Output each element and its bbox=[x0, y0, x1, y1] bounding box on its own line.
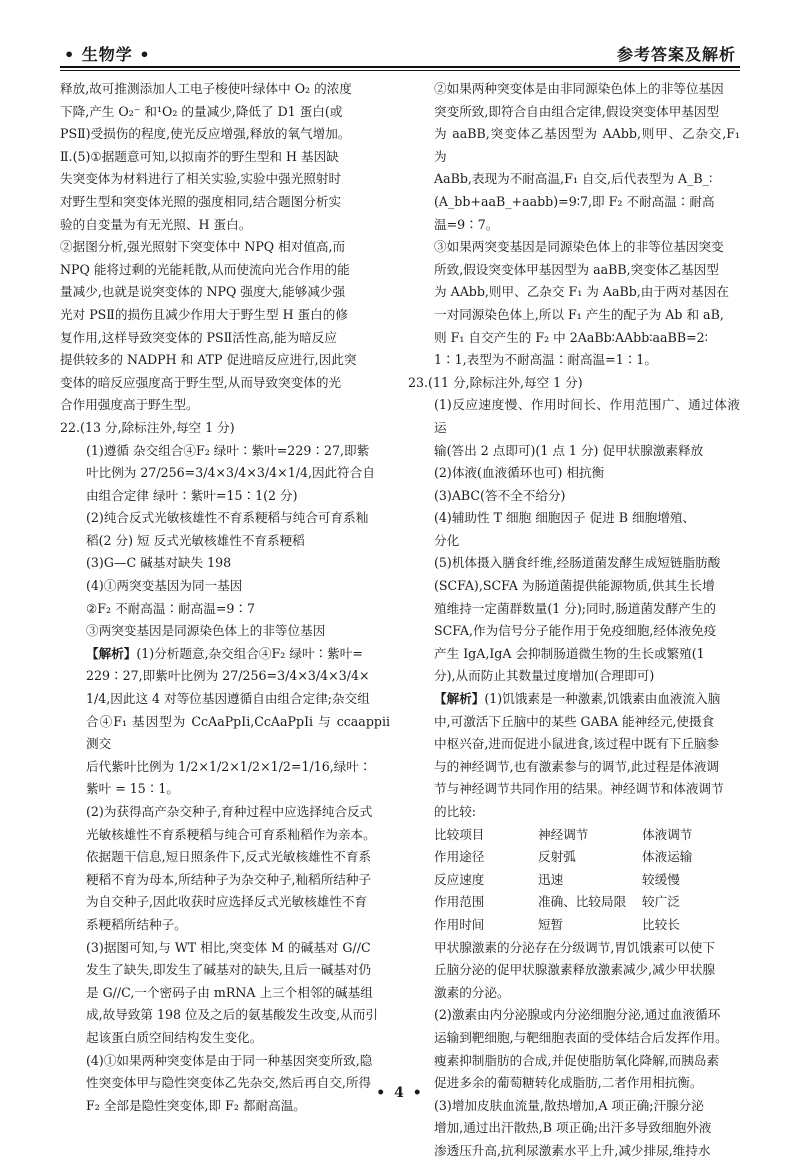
table-cell: 体液运输 bbox=[642, 849, 693, 865]
analysis-line: 的比较: bbox=[434, 804, 477, 819]
analysis-line: 紫叶 = 15∶1。 bbox=[86, 781, 179, 797]
table-cell: 较广泛 bbox=[642, 894, 680, 910]
answer-line: (2)体液(血液循环也可) 相抗衡 bbox=[434, 465, 605, 481]
table-cell: 反射弧 bbox=[538, 849, 576, 865]
answer-line: (1)遵循 杂交组合④F₂ 绿叶∶紫叶=229∶27,即紫 bbox=[86, 442, 370, 458]
text-line: 下降,产生 O₂⁻ 和¹O₂ 的量减少,降低了 D1 蛋白(或 bbox=[60, 103, 343, 119]
analysis-line: 瘦素抑制脂肪的合成,并促使脂肪氧化降解,而胰岛素 bbox=[434, 1052, 720, 1068]
analysis-line: 运输到靶细胞,与靶细胞表面的受体结合后发挥作用。 bbox=[434, 1029, 728, 1045]
analysis-line: 为自交种子,因此收获时应选择反式光敏核雄性不育 bbox=[86, 894, 368, 910]
analysis-line: 是 G//C,一个密码子由 mRNA 上三个相邻的碱基组 bbox=[86, 984, 373, 1000]
table-row bbox=[434, 914, 734, 937]
analysis-text: (1)分析题意,杂交组合④F₂ 绿叶∶紫叶= bbox=[136, 645, 363, 661]
left-column bbox=[60, 78, 390, 1117]
text-line: 为 AAbb,则甲、乙杂交 F₁ 为 AaBb,由于两对基因在 bbox=[434, 284, 729, 300]
analysis-line: (2)激素由内分泌腺或内分泌细胞分泌,通过血液循环 bbox=[434, 1007, 721, 1023]
text-line: 光对 PSⅡ的损伤且减少作用大于野生型 H 蛋白的修 bbox=[60, 306, 348, 322]
table-cell: 神经调节 bbox=[538, 826, 589, 842]
text-line: 复作用,这样导致突变体的 PSⅡ活性高,能为暗反应 bbox=[60, 329, 337, 345]
analysis-line: (2)为获得高产杂交种子,育种过程中应选择纯合反式 bbox=[86, 804, 373, 819]
table-cell: 作用途径 bbox=[434, 849, 485, 865]
question-23-analysis-continued bbox=[408, 937, 740, 1163]
answer-line: (SCFA),SCFA 为肠道菌提供能源物质,供其生长增 bbox=[434, 578, 715, 594]
analysis-line: F₂ 全部是隐性突变体,即 F₂ 都耐高温。 bbox=[86, 1097, 306, 1113]
answer-line: 分),从而防止其数量过度增加(合理即可) bbox=[434, 668, 655, 684]
analysis-line: 1/4,因此这 4 对等位基因遵循自由组合定律;杂交组 bbox=[86, 691, 370, 707]
answer-line: 稻(2 分) 短 反式光敏核雄性不育系粳稻 bbox=[86, 532, 305, 548]
answer-line: (4)①两突变基因为同一基因 bbox=[86, 578, 243, 594]
text-line: 变体的暗反应强度高于野生型,从而导致突变体的光 bbox=[60, 374, 342, 390]
analysis-line: (3)据图可知,与 WT 相比,突变体 M 的碱基对 G//C bbox=[86, 939, 371, 955]
analysis-line: 229∶27,即紫叶比例为 27/256=3/4×3/4×3/4× bbox=[86, 668, 370, 684]
text-line: 温=9∶7。 bbox=[434, 216, 499, 232]
text-line: 验的自变量为有无光照、H 蛋白。 bbox=[60, 216, 252, 232]
table-cell: 体液调节 bbox=[642, 826, 693, 842]
table-row bbox=[434, 869, 734, 892]
text-line: ②如果两种突变体是由非同源染色体上的非等位基因 bbox=[434, 81, 724, 96]
text-line: 提供较多的 NADPH 和 ATP 促进暗反应进行,因此突 bbox=[60, 352, 357, 368]
answer-line: (4)辅助性 T 细胞 细胞因子 促进 B 细胞增殖、 bbox=[434, 510, 696, 526]
table-cell: 反应速度 bbox=[434, 871, 485, 887]
right-column bbox=[408, 78, 740, 1163]
table-cell: 作用范围 bbox=[434, 894, 485, 910]
text-line: 对野生型和突变体光照的强度相同,结合题图分析实 bbox=[60, 193, 342, 209]
answer-line: 产生 IgA,IgA 会抑制肠道微生物的生长或繁殖(1 bbox=[434, 645, 705, 661]
analysis-label: 【解析】 bbox=[434, 691, 485, 707]
answer-line: (2)纯合反式光敏核雄性不育系粳稻与纯合可育系籼 bbox=[86, 510, 369, 526]
text-line: PSⅡ)受损伤的程度,使光反应增强,释放的氧气增加。 bbox=[60, 126, 351, 142]
table-cell: 比较长 bbox=[642, 916, 680, 932]
header-rule-thick bbox=[60, 66, 740, 68]
table-cell: 短暂 bbox=[538, 916, 564, 932]
text-line: 为 aaBB,突变体乙基因型为 AAbb,则甲、乙杂交,F₁ 为 bbox=[434, 126, 740, 164]
text-line: ②据图分析,强光照射下突变体中 NPQ 相对值高,而 bbox=[60, 239, 346, 255]
analysis-line: 节与神经调节共同作用的结果。神经调节和体液调节 bbox=[434, 781, 724, 797]
analysis-label: 【解析】 bbox=[86, 645, 137, 661]
analysis-line: 渗透压升高,抗利尿激素水平上升,减少排尿,维持水 bbox=[434, 1142, 711, 1158]
analysis-line: 依据题干信息,短日照条件下,反式光敏核雄性不育系 bbox=[86, 849, 372, 865]
text-line: ③如果两突变基因是同源染色体上的非等位基因突变 bbox=[434, 239, 724, 255]
text-line: Ⅱ.(5)①据题意可知,以拟南芥的野生型和 H 基因缺 bbox=[60, 148, 339, 164]
text-line: 所致,假设突变体甲基因型为 aaBB,突变体乙基因型 bbox=[434, 261, 719, 277]
analysis-line: 系粳稻所结种子。 bbox=[86, 916, 187, 932]
analysis-line: 后代紫叶比例为 1/2×1/2×1/2×1/2=1/16,绿叶∶ bbox=[86, 758, 372, 774]
analysis-line: (3)增加皮肤血流量,散热增加,A 项正确;汗腺分泌 bbox=[434, 1097, 704, 1113]
answer-line: (5)机体摄入膳食纤维,经肠道菌发酵生成短链脂肪酸 bbox=[434, 555, 721, 571]
analysis-line: 丘脑分泌的促甲状腺激素释放激素减少,减少甲状腺 bbox=[434, 962, 716, 978]
header-rule-thin bbox=[60, 70, 740, 71]
analysis-line: 中枢兴奋,进而促进小鼠进食,该过程中既有下丘脑参 bbox=[434, 736, 720, 752]
answer-line: (3)G—C 碱基对缺失 198 bbox=[86, 555, 232, 571]
page-number: • 4 • bbox=[376, 1085, 424, 1101]
subject-title: • 生物学 • bbox=[64, 45, 151, 64]
answer-line: 殖维持一定菌群数量(1 分);同时,肠道菌发酵产生的 bbox=[434, 600, 716, 616]
table-cell: 作用时间 bbox=[434, 916, 485, 932]
table-cell: 准确、比较局限 bbox=[538, 894, 627, 910]
analysis-line: 发生了缺失,即发生了碱基对的缺失,且后一碱基对仍 bbox=[86, 962, 372, 978]
page-header bbox=[60, 38, 740, 66]
table-cell: 比较项目 bbox=[434, 826, 485, 842]
text-line: (A_bb+aaB_+aabb)=9∶7,即 F₂ 不耐高温∶耐高 bbox=[434, 193, 715, 209]
analysis-line: 粳稻不育为母本,所结种子为杂交种子,籼稻所结种子 bbox=[86, 871, 372, 887]
text-line: NPQ 能将过剩的光能耗散,从而使流向光合作用的能 bbox=[60, 261, 350, 277]
answer-line: ③两突变基因是同源染色体上的非等位基因 bbox=[86, 623, 326, 639]
analysis-line bbox=[86, 643, 390, 666]
analysis-text: (1)饥饿素是一种激素,饥饿素由血液流入脑 bbox=[484, 691, 721, 707]
analysis-line: 起该蛋白质空间结构发生变化。 bbox=[86, 1029, 263, 1045]
analysis-line: 增加,通过出汗散热,B 项正确;出汗多导致细胞外液 bbox=[434, 1120, 712, 1136]
answer-line: SCFA,作为信号分子能作用于免疫细胞,经体液免疫 bbox=[434, 623, 717, 639]
analysis-line: 甲状腺激素的分泌存在分级调节,胃饥饿素可以使下 bbox=[434, 939, 716, 955]
analysis-line: 中,可激活下丘脑中的某些 GABA 能神经元,使摄食 bbox=[434, 713, 715, 729]
text-line: 量减少,也就是说突变体的 NPQ 强度大,能够减少强 bbox=[60, 284, 346, 300]
analysis-line bbox=[434, 688, 740, 711]
analysis-line: 激素的分泌。 bbox=[434, 984, 510, 1000]
analysis-line: (4)①如果两种突变体是由于同一种基因突变所致,隐 bbox=[86, 1052, 373, 1068]
text-line: 失突变体为材料进行了相关实验,实验中强光照射时 bbox=[60, 171, 342, 187]
answer-line: 分化 bbox=[434, 532, 460, 548]
answer-line: 输(答出 2 点即可)(1 点 1 分) 促甲状腺激素释放 bbox=[434, 442, 704, 458]
text-line: 释放,故可推测添加人工电子梭使叶绿体中 O₂ 的浓度 bbox=[60, 81, 352, 96]
analysis-line: 性突变体甲与隐性突变体乙先杂交,然后再自交,所得 bbox=[86, 1075, 372, 1091]
analysis-line: 与的神经调节,也有激素参与的调节,此过程是体液调 bbox=[434, 758, 720, 774]
answer-line: 叶比例为 27/256=3/4×3/4×3/4×1/4,因此符合自 bbox=[86, 465, 375, 481]
answer-line: (1)反应速度慢、作用时间长、作用范围广、通过体液运 bbox=[434, 397, 740, 435]
question-22-heading: 22.(13 分,除标注外,每空 1 分) bbox=[60, 419, 235, 435]
text-line: 突变所致,即符合自由组合定律,假设突变体甲基因型 bbox=[434, 103, 720, 119]
table-cell: 较缓慢 bbox=[642, 871, 680, 887]
text-line: 1∶1,表型为不耐高温∶耐高温=1∶1。 bbox=[434, 352, 657, 368]
answer-line: (3)ABC(答不全不给分) bbox=[434, 487, 566, 503]
text-line: AaBb,表现为不耐高温,F₁ 自交,后代表型为 A_B_∶ bbox=[434, 171, 713, 187]
analysis-line: 成,故导致第 198 位及之后的氨基酸发生改变,从而引 bbox=[86, 1007, 378, 1023]
question-23-answers bbox=[408, 394, 740, 823]
question-23-heading: 23.(11 分,除标注外,每空 1 分) bbox=[408, 374, 583, 390]
answer-line: 由组合定律 绿叶∶紫叶=15∶1(2 分) bbox=[86, 487, 298, 503]
analysis-line: 光敏核雄性不育系粳稻与纯合可育系籼稻作为亲本。 bbox=[86, 826, 376, 842]
section-title: 参考答案及解析 bbox=[616, 45, 736, 64]
table-row bbox=[434, 824, 734, 847]
question-22-answers bbox=[60, 440, 390, 1118]
answer-line: ②F₂ 不耐高温∶耐高温=9∶7 bbox=[86, 600, 256, 616]
question-22-continued bbox=[408, 78, 740, 372]
table-row bbox=[434, 846, 734, 869]
table-cell: 迅速 bbox=[538, 871, 564, 887]
text-line: 一对同源染色体上,所以 F₁ 产生的配子为 Ab 和 aB, bbox=[434, 306, 724, 322]
text-line: 则 F₁ 自交产生的 F₂ 中 2AaBb∶AAbb∶aaBB=2∶ bbox=[434, 329, 708, 345]
text-line: 合作用强度高于野生型。 bbox=[60, 397, 199, 413]
table-row bbox=[434, 891, 734, 914]
analysis-line: 促进多余的葡萄糖转化成脂肪,二者作用相抗衡。 bbox=[434, 1075, 703, 1091]
analysis-line: 合④F₁ 基因型为 CcAaPpIi,CcAaPpIi 与 ccaappii 测交 bbox=[86, 713, 390, 752]
comparison-table bbox=[434, 824, 734, 937]
